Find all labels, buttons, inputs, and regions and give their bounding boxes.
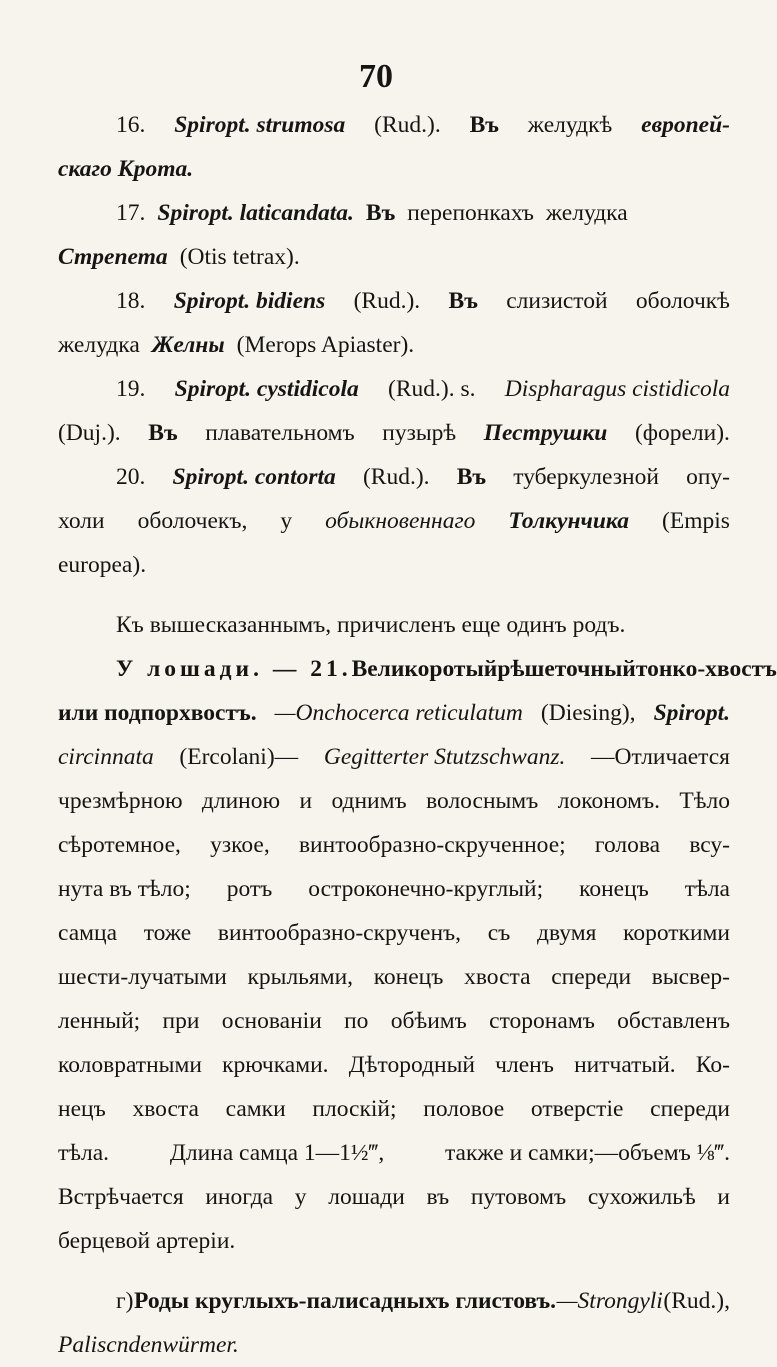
text-segment: пузырѣ	[382, 420, 457, 446]
text-segment: конецъ	[579, 876, 649, 902]
text-segment: членъ	[495, 1052, 554, 1078]
text-line	[58, 823, 730, 867]
text-segment: нитчатый.	[574, 1052, 676, 1078]
paragraph	[58, 103, 730, 191]
text-segment: опу-	[686, 464, 730, 490]
text-line	[58, 1279, 730, 1323]
text-segment: Въ	[148, 420, 178, 446]
paragraph-gap	[58, 587, 730, 603]
text-line	[58, 455, 730, 499]
text-segment: самки	[225, 1096, 286, 1122]
text-segment: ротъ	[226, 876, 273, 902]
text-segment: коловратными	[58, 1052, 202, 1078]
text-segment: однимъ	[331, 788, 407, 814]
text-segment: узкое,	[210, 832, 270, 858]
text-segment: и	[299, 788, 313, 814]
text-segment: высвер-	[651, 964, 730, 990]
text-line	[58, 543, 730, 587]
text-segment: перепонкахъ	[407, 200, 534, 226]
text-line	[58, 603, 730, 647]
text-segment: шести-лучатыми	[58, 964, 227, 990]
text-segment: Spiropt. strumosa	[174, 112, 346, 138]
text-segment: желудка	[58, 332, 140, 358]
paragraph	[58, 455, 730, 587]
text-segment: при	[162, 1008, 200, 1034]
text-segment: Spiropt. laticandata.	[157, 200, 354, 226]
text-segment: (Otis tetrax).	[179, 244, 300, 270]
text-segment: въ	[426, 1184, 450, 1210]
text-segment: основаніи	[221, 1008, 322, 1034]
text-segment: желудка	[545, 200, 628, 226]
text-segment: холи	[58, 508, 105, 534]
text-segment: длиною	[201, 788, 281, 814]
text-segment: плоскій;	[312, 1096, 397, 1122]
text-line	[58, 1175, 730, 1219]
text-line	[58, 779, 730, 823]
text-segment: тѣла	[684, 876, 730, 902]
text-segment: Spiropt. contorta	[172, 464, 336, 490]
text-segment: тоже	[143, 920, 192, 946]
text-segment: (Empis	[662, 508, 730, 534]
text-line	[58, 279, 730, 323]
text-segment: желудкѣ	[527, 112, 613, 138]
paragraph	[58, 367, 730, 455]
text-segment: (Rud.).	[374, 112, 441, 138]
text-segment: также и самки;—объемъ ⅛‴.	[444, 1140, 730, 1166]
text-line	[58, 735, 730, 779]
text-segment: (Rud.).	[362, 464, 430, 490]
text-segment: (Merops Apiaster).	[236, 332, 415, 358]
text-segment: —Strongyli	[556, 1288, 663, 1314]
text-segment: Dispharagus cistidicola	[504, 376, 730, 402]
text-line	[58, 1131, 730, 1175]
paragraph	[58, 1279, 730, 1367]
text-segment: Пеструшки	[483, 420, 608, 446]
text-segment: европей-	[641, 112, 730, 138]
text-segment: Желны	[151, 332, 225, 358]
text-line	[58, 1323, 730, 1367]
text-line	[58, 499, 730, 543]
text-segment: Въ	[469, 112, 499, 138]
text-segment: (Ercolani)—	[179, 744, 299, 770]
text-segment: съ	[487, 920, 511, 946]
text-segment: 17.	[116, 200, 146, 226]
text-segment: оболочкѣ	[635, 288, 730, 314]
text-segment: Въ	[448, 288, 478, 314]
text-segment: Spiropt. cystidicola	[174, 376, 359, 402]
text-segment: сторонамъ	[489, 1008, 595, 1034]
text-segment: Длина самца 1—1½‴,	[169, 1140, 385, 1166]
text-segment: Къ вышесказаннымъ, причисленъ еще одинъ родъ.	[116, 612, 626, 638]
text-line	[58, 147, 730, 191]
text-segment: крыльями,	[247, 964, 354, 990]
text-segment: скаго Крота.	[58, 156, 194, 182]
text-line	[58, 103, 730, 147]
text-line	[58, 191, 730, 235]
text-segment: Великоротый	[351, 656, 498, 682]
text-segment: обѣимъ	[390, 1008, 467, 1034]
text-segment: самца	[58, 920, 118, 946]
text-segment: берцевой артеріи.	[58, 1228, 236, 1254]
text-line	[58, 1219, 730, 1263]
page-number: 70	[359, 58, 393, 95]
text-line	[58, 411, 730, 455]
text-segment: двумя	[537, 920, 597, 946]
text-segment: короткими	[623, 920, 730, 946]
text-segment: локономъ.	[557, 788, 660, 814]
text-segment: у	[294, 1184, 307, 1210]
text-line	[58, 235, 730, 279]
text-segment: или подпорхвостъ.	[58, 700, 257, 726]
paragraph-gap	[58, 1263, 730, 1279]
text-segment: иногда	[205, 1184, 274, 1210]
text-segment: Встрѣчается	[58, 1184, 184, 1210]
text-line	[58, 691, 730, 735]
text-segment: обыкновеннаго	[325, 508, 476, 534]
text-segment: у	[280, 508, 293, 534]
text-segment: (форели).	[634, 420, 730, 446]
paragraph	[58, 191, 730, 279]
text-segment: конецъ	[373, 964, 444, 990]
text-segment: остроконечно-круглый;	[308, 876, 544, 902]
text-line	[58, 955, 730, 999]
text-segment: (Rud.).	[353, 288, 421, 314]
text-segment: Стрепета	[58, 244, 168, 270]
text-line	[58, 647, 777, 691]
text-segment: 18.	[116, 288, 146, 314]
body-text	[58, 103, 777, 1367]
text-segment: по	[344, 1008, 369, 1034]
text-segment: чрезмѣрною	[58, 788, 183, 814]
text-segment: (Duj.).	[58, 420, 121, 446]
text-segment: голова	[594, 832, 661, 858]
text-segment: нута въ тѣло;	[58, 876, 191, 902]
text-line	[58, 367, 730, 411]
text-segment: путовомъ	[470, 1184, 567, 1210]
text-segment: сухожильѣ	[587, 1184, 696, 1210]
text-segment: волоснымъ	[426, 788, 539, 814]
text-segment: спереди	[650, 1096, 730, 1122]
text-line	[58, 323, 730, 367]
text-line	[58, 911, 730, 955]
text-line	[58, 867, 730, 911]
text-segment: —Onchocerca reticulatum	[274, 700, 523, 726]
text-segment: 20.	[116, 464, 146, 490]
text-segment: Дѣтородный	[348, 1052, 475, 1078]
text-segment: Spiropt. bidiens	[173, 288, 326, 314]
text-segment: 19.	[116, 376, 146, 402]
paragraph	[58, 603, 777, 1263]
text-segment: Роды круглыхъ-палисадныхъ глистовъ.	[134, 1288, 557, 1314]
text-segment: сѣротемное,	[58, 832, 181, 858]
text-segment: и	[717, 1184, 730, 1210]
text-segment: Въ	[365, 200, 396, 226]
text-segment: —Отличается	[591, 744, 730, 770]
text-segment: лошади	[328, 1184, 405, 1210]
text-line	[58, 1043, 730, 1087]
text-segment: тѣла.	[58, 1140, 110, 1166]
text-segment: винтообразно-скрученъ,	[217, 920, 462, 946]
text-segment: Толкунчика	[508, 508, 630, 534]
text-segment: Тѣло	[679, 788, 730, 814]
text-segment: ленный;	[58, 1008, 141, 1034]
text-segment: europea).	[58, 552, 147, 578]
text-segment: оболочекъ,	[137, 508, 248, 534]
text-segment: плавательномъ	[205, 420, 355, 446]
paragraph	[58, 279, 730, 367]
text-segment: Spiropt.	[653, 700, 730, 726]
text-segment: спереди	[551, 964, 632, 990]
text-segment: (Rud.). s.	[388, 376, 476, 402]
text-segment: винтообразно-скрученное;	[298, 832, 566, 858]
text-segment: Paliscndenwürmer.	[58, 1332, 239, 1358]
text-segment: Въ	[456, 464, 487, 490]
text-segment: circinnata	[58, 744, 154, 770]
text-segment: нецъ	[58, 1096, 106, 1122]
text-line	[58, 1087, 730, 1131]
text-segment: отверстіе	[530, 1096, 624, 1122]
text-segment: Gegitterter Stutzschwanz.	[323, 744, 566, 770]
text-segment: туберкулезной	[513, 464, 659, 490]
text-segment: Ко-	[695, 1052, 730, 1078]
text-segment: 16.	[116, 112, 146, 138]
text-segment: хвоста	[464, 964, 531, 990]
text-segment: всу-	[689, 832, 730, 858]
text-segment: (Rud.),	[663, 1288, 730, 1314]
text-segment: У лошади. — 21.	[116, 656, 352, 682]
text-segment: (Diesing),	[540, 700, 636, 726]
text-segment: тонко-хвостъ	[635, 656, 777, 682]
text-segment: слизистой	[506, 288, 608, 314]
text-segment: рѣшеточный	[497, 656, 636, 682]
text-segment: крючками.	[222, 1052, 329, 1078]
text-segment: обставленъ	[617, 1008, 730, 1034]
text-line	[58, 999, 730, 1043]
text-segment: г)	[116, 1288, 134, 1314]
text-segment: хвоста	[132, 1096, 199, 1122]
text-segment: половое	[423, 1096, 505, 1122]
